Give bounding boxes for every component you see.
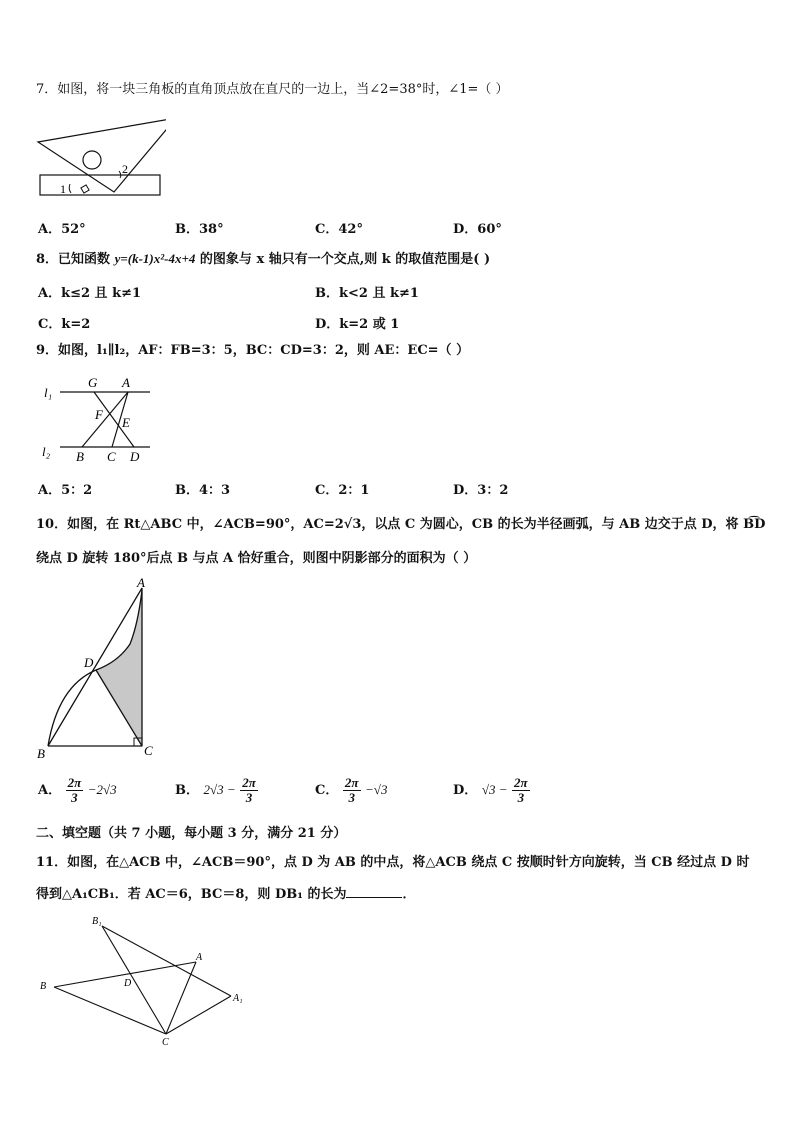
label-c: C — [162, 1037, 169, 1048]
q9-option-b: B．4：3 — [175, 483, 231, 498]
q10-stem-line2: 绕点 D 旋转 180°后点 B 与点 A 恰好重合，则图中阴影部分的面积为（ ） — [36, 551, 477, 566]
label-e: E — [122, 415, 130, 430]
label-c: C — [144, 743, 153, 758]
q10-option-d: D． √3 − $\frac{2\pi}{3}$ — [453, 775, 528, 805]
label-a: A — [137, 575, 145, 590]
label-d: D — [124, 978, 132, 989]
q10-option-c: C． $\frac{2\pi}{3}$ −√3 — [315, 775, 388, 805]
triangle-ruler — [38, 118, 166, 192]
q8-stem: 8．已知函数 y=(k-1)x²-4x+4 的图象与 x 轴只有一个交点,则 k 的取值范围是( ) — [36, 251, 491, 267]
label-l2: l₂ — [42, 444, 51, 459]
q11-stem-line2: 得到△A₁CB₁．若 AC＝6，BC＝8，则 DB₁ 的长为 ． — [36, 887, 416, 902]
q8-option-c: C．k=2 — [38, 317, 91, 332]
q7-stem: 7．如图，将一块三角板的直角顶点放在直尺的一边上，当∠2=38°时，∠1=（ ） — [36, 82, 509, 97]
label-a1: A₁ — [233, 993, 243, 1004]
label-d: D — [130, 449, 140, 464]
label-d: D — [84, 655, 94, 670]
q10-stem-line1: 10．如图，在 Rt△ABC 中，∠ACB=90°，AC=2√3，以点 C 为圆心，CB 的长为半径画弧，与 AB 边交于点 D，将 B͡D — [36, 517, 766, 532]
triangle-hole — [83, 151, 101, 169]
label-a: A — [122, 375, 130, 390]
straight-ruler — [40, 175, 160, 195]
label-g: G — [88, 375, 98, 390]
label-b1: B₁ — [92, 916, 102, 927]
label-b: B — [37, 746, 45, 761]
q7-option-a: A．52° — [38, 222, 86, 237]
q10-figure — [34, 574, 164, 764]
q7-option-c: C．42° — [315, 222, 363, 237]
label-c: C — [107, 449, 116, 464]
q7-figure — [36, 112, 166, 198]
q8-option-a: A．k≤2 且 k≠1 — [38, 286, 142, 301]
label-l1: l₁ — [44, 385, 53, 400]
q7-option-b: B．38° — [175, 222, 224, 237]
q8-option-d: D．k=2 或 1 — [315, 317, 400, 332]
angle1-label: 1 — [60, 182, 66, 196]
label-f: F — [95, 407, 103, 422]
label-b: B — [76, 449, 84, 464]
q9-option-c: C．2：1 — [315, 483, 370, 498]
q9-stem: 9．如图，l₁∥l₂，AF：FB=3：5，BC：CD=3：2，则 AE：EC=（ ） — [36, 343, 470, 358]
q10-option-b: B． 2√3 − $\frac{2\pi}{3}$ — [175, 775, 256, 805]
q9-option-a: A．5：2 — [38, 483, 93, 498]
q7-option-d: D．60° — [453, 222, 502, 237]
q9-figure — [38, 374, 158, 464]
answer-blank — [346, 885, 402, 898]
q8-option-b: B．k<2 且 k≠1 — [315, 286, 419, 301]
angle2-label: 2 — [122, 162, 128, 176]
label-a: A — [196, 952, 203, 963]
q11-figure — [36, 912, 256, 1052]
section-title: 二、填空题（共 7 小题，每小题 3 分，满分 21 分） — [36, 826, 347, 841]
shaded-region — [96, 590, 142, 746]
q10-option-a: A． $\frac{2\pi}{3}$ −2√3 — [38, 775, 117, 805]
label-b: B — [40, 981, 47, 992]
q9-option-d: D．3：2 — [453, 483, 509, 498]
q11-stem-line1: 11．如图，在△ACB 中，∠ACB＝90°，点 D 为 AB 的中点，将△ACB 绕点 C 按顺时针方向旋转，当 CB 经过点 D 时 — [36, 855, 750, 870]
